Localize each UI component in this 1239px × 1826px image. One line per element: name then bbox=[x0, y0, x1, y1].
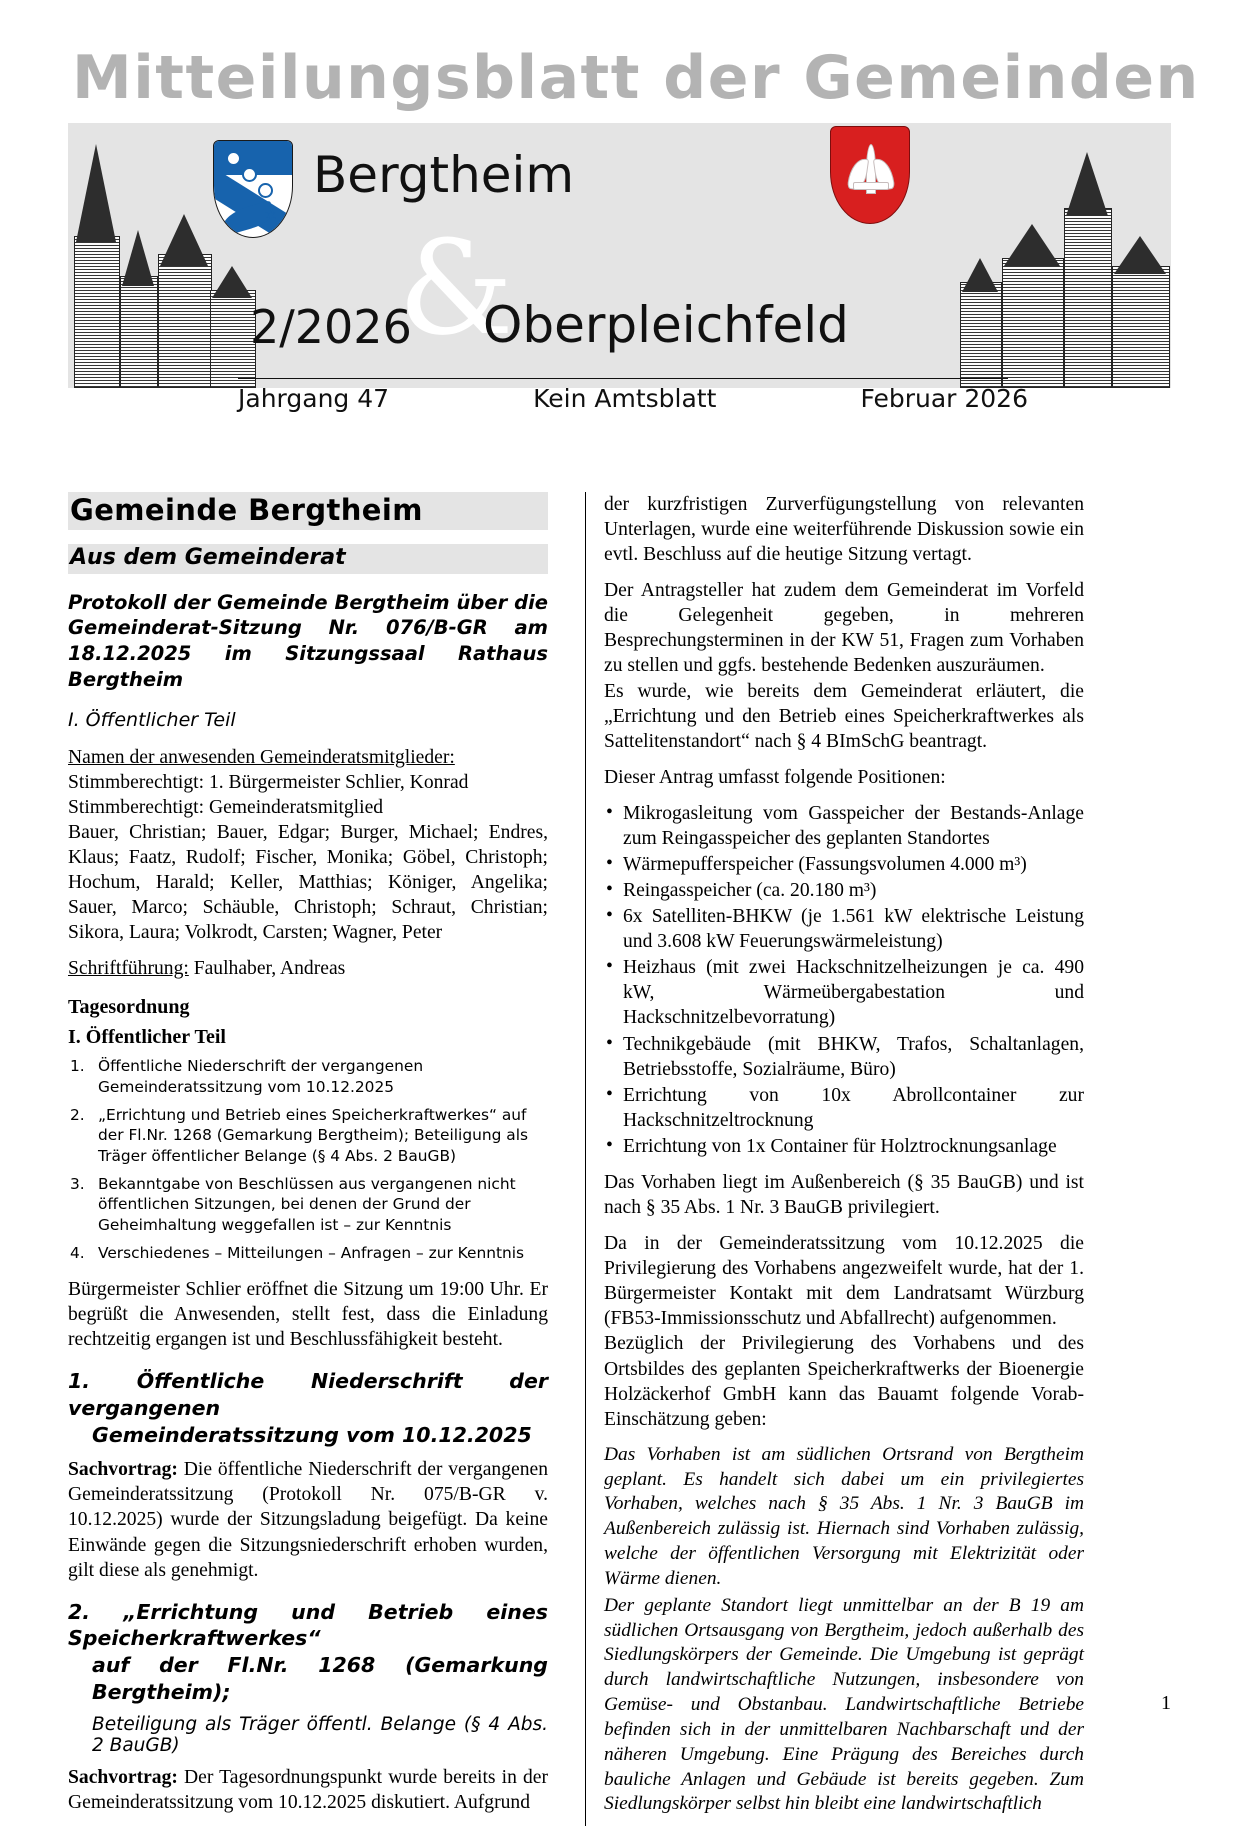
continuation-paragraph-3: Es wurde, wie bereits dem Gemeinderat erläutert, die „Errichtung und den Betrieb eines Speicherkraftwerkes als Sattelitenstandort“ nach § 4 BImSchG beantragt. bbox=[604, 680, 1084, 752]
position-item bbox=[604, 1134, 1084, 1159]
bullet-icon: • bbox=[606, 1083, 613, 1105]
position-item bbox=[604, 878, 1084, 903]
position-item-text: Heizhaus (mit zwei Hackschnitzelheizungen je ca. 490 kW, Wärmeübergabestation und Hackschnitzelbevorratung) bbox=[623, 957, 1084, 1029]
masthead-date: Februar 2026 bbox=[860, 384, 1028, 413]
page-number: 1 bbox=[1161, 1692, 1171, 1714]
position-item bbox=[604, 1083, 1084, 1133]
opening-paragraph: Bürgermeister Schlier eröffnet die Sitzung um 19:00 Uhr. Er begrüßt die Anwesenden, stellt fest, dass die Einladung rechtzeitig ergangen ist und Beschlussfähigkeit besteht. bbox=[68, 1279, 548, 1351]
masthead bbox=[68, 43, 1200, 413]
agenda-list bbox=[68, 1056, 548, 1263]
agenda-section-1-heading-line2: Gemeinderatssitzung vom 10.12.2025 bbox=[92, 1422, 532, 1447]
column-right bbox=[585, 492, 1084, 1826]
secretary-line bbox=[68, 956, 548, 981]
agenda-item-number: 1. bbox=[70, 1057, 85, 1076]
position-item bbox=[604, 852, 1084, 877]
assessment-italic-paragraph-1: Das Vorhaben ist am südlichen Ortsrand von Bergtheim geplant. Es handelt sich dabei um ein privilegiertes Vorhaben, welches nach § 35 Abs. 1 Nr. 3 BauGB im Außenbereich zulässig ist. Hiernach sind Vorhaben zulässig, welche der öffentlichen Versorgung mit Elektrizität oder Wärme dienen. bbox=[604, 1443, 1084, 1589]
masthead-municipality-bergtheim: Bergtheim bbox=[313, 146, 575, 204]
masthead-municipality-oberpleichfeld: Oberpleichfeld bbox=[483, 296, 849, 354]
paragraph-landratsamt-contact: Da in der Gemeinderatssitzung vom 10.12.2025 die Privilegierung des Vorhabens angezweifelt wurde, hat der 1. Bürgermeister Kontakt mit dem Landratsamt Würzburg (FB53-Immissionsschutz und Abfallrecht) aufgenommen. bbox=[604, 1233, 1084, 1330]
masthead-notice: Kein Amtsblatt bbox=[533, 384, 717, 413]
agenda-section-1-heading-line1: 1. Öffentliche Niederschrift der vergangenen bbox=[68, 1369, 548, 1421]
town-engraving-right-illustration bbox=[956, 126, 1171, 388]
coat-of-arms-bergtheim-icon: ✶ bbox=[213, 140, 293, 238]
masthead-issue-number: 2/2026 bbox=[250, 300, 412, 354]
attendee-members-label: Stimmberechtigt: Gemeinderatsmitglied bbox=[68, 796, 384, 818]
position-item-text: Reingasspeicher (ca. 20.180 m³) bbox=[623, 880, 877, 902]
agenda-item-number: 3. bbox=[70, 1174, 85, 1193]
agenda-section-1-heading bbox=[68, 1368, 548, 1448]
page-title: Gemeinde Bergtheim bbox=[68, 492, 548, 530]
agenda-item bbox=[68, 1174, 548, 1236]
bullet-icon: • bbox=[606, 956, 613, 978]
bullet-icon: • bbox=[606, 801, 613, 823]
assessment-italic-paragraph-2: Der geplante Standort liegt unmittelbar an der B 19 am südlichen Ortsausgang von Bergtheim, jedoch außerhalb des Siedlungskörpers der Gemeinde. Die Umgebung ist geprägt durch landwirtschaftliche Nutzungen, insbesondere von Gemüse- und Obstanbau. Landwirtschaftliche Betriebe befinden sich in der unmittelbaren Nachbarschaft und der näheren Umgebung. Eine Prägung des Bereiches durch bauliche Anlagen und Gebäude ist bereits gegeben. Zum Siedlungskörper selbst hin bleibt eine landwirtschaftlich bbox=[604, 1594, 1084, 1815]
agenda-item bbox=[68, 1105, 548, 1167]
public-part-label: I. Öffentlicher Teil bbox=[68, 708, 236, 731]
position-item-text: Mikrogasleitung vom Gasspeicher der Bestands-Anlage zum Reingasspeicher des geplanten Standortes bbox=[623, 802, 1084, 849]
attendee-members-list: Bauer, Christian; Bauer, Edgar; Burger, Michael; Endres, Klaus; Faatz, Rudolf; Fischer, Monika; Göbel, Christoph; Hochum, Harald; Keller, Matthias; Königer, Angelika; Sauer, Marco; Schäuble, Christoph; Schraut, Christian; Sikora, Laura; Volkrodt, Carsten; Wagner, Peter bbox=[68, 821, 548, 944]
agenda-item-number: 2. bbox=[70, 1105, 85, 1124]
positions-intro: Dieser Antrag umfasst folgende Positionen: bbox=[604, 766, 946, 788]
bullet-icon: • bbox=[606, 879, 613, 901]
agenda-section-2-heading-line1: 2. „Errichtung und Betrieb eines Speicherkraftwerkes“ bbox=[68, 1599, 548, 1651]
position-item bbox=[604, 801, 1084, 851]
attendees-label-text: Namen der anwesenden Gemeinderatsmitglieder: bbox=[68, 746, 455, 768]
protocol-heading: Protokoll der Gemeinde Bergtheim über die Gemeinderat-Sitzung Nr. 076/B-GR am 18.12.2025 im Sitzungssaal Rathaus Bergtheim bbox=[68, 590, 548, 691]
agenda-item-number: 4. bbox=[70, 1243, 85, 1262]
agenda-item-text: Bekanntgabe von Beschlüssen aus vergangenen nicht öffentlichen Sitzungen, bei denen der Grund der Geheimhaltung weggefallen ist – zur Kenntnis bbox=[98, 1174, 516, 1234]
position-item-text: 6x Satelliten-BHKW (je 1.561 kW elektrische Leistung und 3.608 kW Feuerungswärmeleistung) bbox=[623, 906, 1084, 953]
secretary-name: Faulhaber, Andreas bbox=[188, 958, 346, 980]
bullet-icon: • bbox=[606, 905, 613, 927]
bullet-icon: • bbox=[606, 1134, 613, 1156]
positions-list bbox=[604, 801, 1084, 1159]
position-item bbox=[604, 904, 1084, 954]
article-content bbox=[68, 492, 1171, 1826]
secretary-label: Schriftführung: bbox=[68, 958, 189, 980]
agenda-part-title: I. Öffentlicher Teil bbox=[68, 1026, 226, 1049]
bullet-icon: • bbox=[606, 853, 613, 875]
continuation-paragraph-1: der kurzfristigen Zurverfügungstellung von relevanten Unterlagen, wurde eine weiterführende Diskussion sowie ein evtl. Beschluss auf die heutige Sitzung vertagt. bbox=[604, 494, 1084, 566]
masthead-title: Mitteilungsblatt der Gemeinden bbox=[72, 43, 1200, 113]
sachvortrag-text: Der Tagesordnungspunkt wurde bereits in der Gemeinderatssitzung vom 10.12.2025 diskutiert. Aufgrund bbox=[68, 1767, 548, 1814]
masthead-volume: Jahrgang 47 bbox=[238, 384, 390, 413]
paragraph-bauamt-assessment: Bezüglich der Privilegierung des Vorhabens und des Ortsbildes des geplanten Speicherkraftwerks der Bioenergie Holzäckerhof GmbH kann das Bauamt folgende Vorab-Einschätzung geben: bbox=[604, 1333, 1084, 1430]
continuation-paragraph-2: Der Antragsteller hat zudem dem Gemeinderat im Vorfeld die Gelegenheit gegeben, in mehreren Besprechungsterminen in der KW 51, Fragen zum Vorhaben zu stellen und ggfs. bestehende Bedenken auszuräumen. bbox=[604, 580, 1084, 677]
bullet-icon: • bbox=[606, 1032, 613, 1054]
agenda-section-1-body bbox=[68, 1457, 548, 1582]
agenda-item-text: „Errichtung und Betrieb eines Speicherkraftwerkes“ auf der Fl.Nr. 1268 (Gemarkung Bergtheim); Beteiligung als Träger öffentlicher Belange (§ 4 Abs. 2 BauGB) bbox=[98, 1105, 528, 1165]
sachvortrag-label: Sachvortrag: bbox=[68, 1767, 178, 1789]
agenda-item bbox=[68, 1056, 548, 1097]
position-item bbox=[604, 1032, 1084, 1082]
agenda-item-text: Verschiedenes – Mitteilungen – Anfragen – zur Kenntnis bbox=[98, 1243, 525, 1262]
position-item bbox=[604, 955, 1084, 1030]
agenda-section-2-heading bbox=[68, 1599, 548, 1706]
agenda-section-2-subheading: Beteiligung als Träger öffentl. Belange (§ 4 Abs. 2 BauGB) bbox=[92, 1714, 548, 1757]
subsection-title: Aus dem Gemeinderat bbox=[68, 544, 548, 573]
agenda-title: Tagesordnung bbox=[68, 996, 190, 1019]
masthead-ampersand: & bbox=[398, 212, 514, 364]
position-item-text: Errichtung von 10x Abrollcontainer zur Hackschnitzeltrocknung bbox=[623, 1084, 1084, 1131]
column-left bbox=[68, 492, 548, 1826]
agenda-section-2-body bbox=[68, 1765, 548, 1815]
position-item-text: Errichtung von 1x Container für Holztrocknungsanlage bbox=[623, 1135, 1057, 1157]
agenda-item bbox=[68, 1243, 548, 1264]
position-item-text: Technikgebäude (mit BHKW, Trafos, Schaltanlagen, Betriebsstoffe, Sozialräume, Büro) bbox=[623, 1033, 1084, 1080]
agenda-item-text: Öffentliche Niederschrift der vergangenen Gemeinderatssitzung vom 10.12.2025 bbox=[98, 1057, 424, 1097]
masthead-footer bbox=[238, 384, 1028, 413]
sachvortrag-label: Sachvortrag: bbox=[68, 1459, 178, 1481]
position-item-text: Wärmepufferspeicher (Fassungsvolumen 4.000 m³) bbox=[623, 854, 1027, 876]
agenda-section-2-heading-line2: auf der Fl.Nr. 1268 (Gemarkung Bergtheim); bbox=[92, 1652, 548, 1704]
sachvortrag-text: Die öffentliche Niederschrift der vergangenen Gemeinderatssitzung (Protokoll Nr. 075/B-GR v. 10.12.2025) wurde der Sitzungsladung beigefügt. Da keine Einwände gegen die Sitzungsniederschrift erhoben wurden, gilt diese als genehmigt. bbox=[68, 1459, 548, 1581]
attendee-mayor: Stimmberechtigt: 1. Bürgermeister Schlier, Konrad bbox=[68, 771, 469, 793]
attendees-label bbox=[68, 745, 548, 770]
paragraph-privileged-area: Das Vorhaben liegt im Außenbereich (§ 35 BauGB) und ist nach § 35 Abs. 1 Nr. 3 BauGB privilegiert. bbox=[604, 1171, 1084, 1219]
masthead-divider bbox=[238, 378, 1008, 379]
